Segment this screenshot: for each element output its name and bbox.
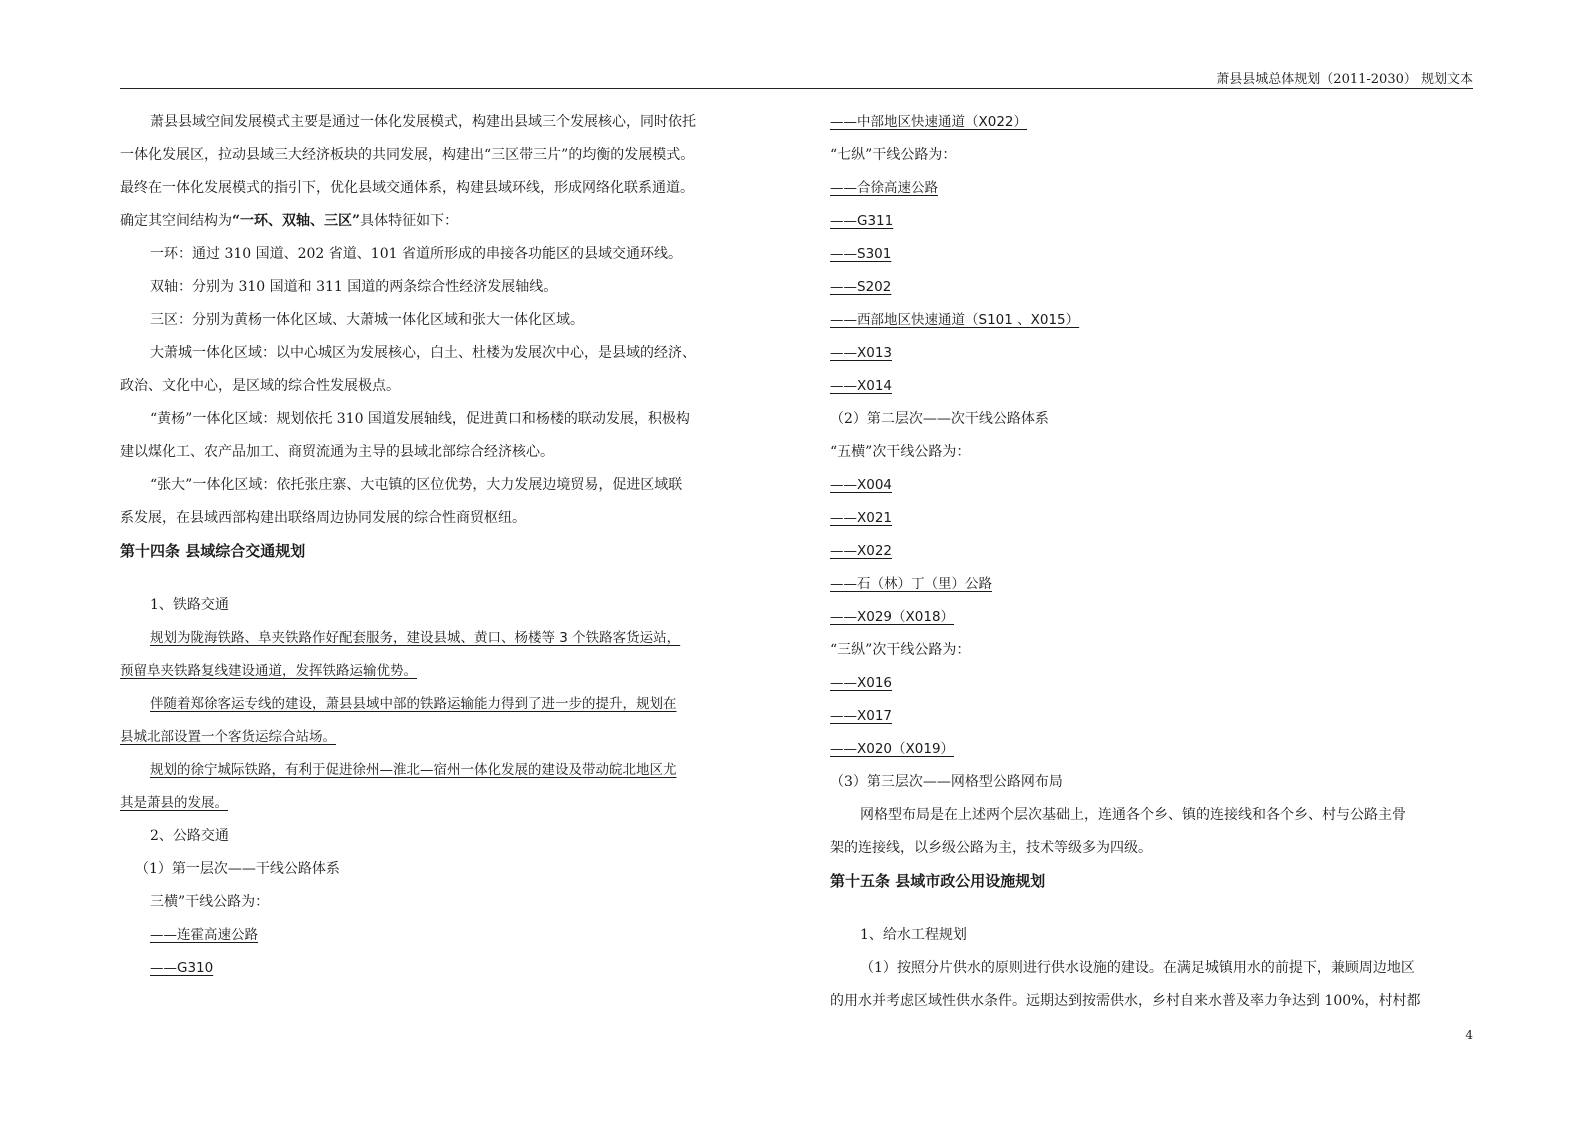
sanzong-label: “三纵”次干线公路为： [830,642,971,658]
road-list-item: ——西部地区快速通道（S101 、X015） [830,312,1080,328]
road-list-item: ——X029（X018） [830,609,955,625]
wuheng-label: “五横”次干线公路为： [830,444,971,460]
grid-line: 网格型布局是在上述两个层次基础上，连通各个乡、镇的连接线和各个乡、村与公路主骨 [860,807,1406,823]
structure-bold: “一环、双轴、三区” [232,213,361,229]
road-list-item: ——石（林）丁（里）公路 [830,576,992,592]
structure-item-zones: 三区：分别为黄杨一体化区域、大萧城一体化区域和张大一体化区域。 [150,312,584,328]
left-column [120,106,770,985]
road-list-item: ——X016 [830,675,893,691]
road-list-item: ——连霍高速公路 [150,927,258,943]
structure-prefix: 确定其空间结构为 [120,213,232,229]
intro-line: 最终在一体化发展模式的指引下，优化县域交通体系，构建县域环线，形成网络化联系通道。 [120,180,694,196]
road-list-item: ——X004 [830,477,893,493]
qizong-label: “七纵”干线公路为： [830,147,957,163]
zone-huangyang-line: 建以煤化工、农产品加工、商贸流通为主导的县域北部综合经济核心。 [120,444,554,460]
rail-line: 伴随着郑徐客运专线的建设，萧县县域中部的铁路运输能力得到了进一步的提升，规划在 [150,696,677,712]
grid-line: 架的连接线，以乡级公路为主，技术等级多为四级。 [830,840,1152,856]
road-subtitle: 2、公路交通 [150,828,229,844]
road-level-2: （2）第二层次——次干线公路体系 [830,411,1049,427]
road-list-item: ——X017 [830,708,893,724]
zone-zhangda-line: “张大”一体化区域：依托张庄寨、大屯镇的区位优势，大力发展边境贸易，促进区域联 [150,477,683,493]
road-list-item: ——合徐高速公路 [830,180,938,196]
road-list-item: ——X022 [830,543,893,559]
rail-line: 预留阜夹铁路复线建设通道，发挥铁路运输优势。 [120,663,417,679]
zone-huangyang-line: “黄杨”一体化区域：规划依托 310 国道发展轴线，促进黄口和杨楼的联动发展，积极构 [150,411,690,427]
road-list-item: ——中部地区快速通道（X022） [830,114,1028,130]
road-level-3: （3）第三层次——网格型公路网布局 [830,774,1063,790]
intro-line: 萧县县域空间发展模式主要是通过一体化发展模式，构建出县域三个发展核心，同时依托 [150,114,696,130]
road-list-item: ——G310 [150,960,214,976]
zone-zhangda-line: 系发展，在县域西部构建出联络周边协同发展的综合性商贸枢纽。 [120,510,526,526]
rail-line: 其是萧县的发展。 [120,795,228,811]
zone-daxiao-line: 大萧城一体化区域：以中心城区为发展核心，白土、杜楼为发展次中心，是县域的经济、 [150,345,696,361]
structure-line [120,205,770,238]
rail-subtitle: 1、铁路交通 [150,597,229,613]
water-subtitle: 1、给水工程规划 [860,927,967,943]
road-list-item: ——G311 [830,213,894,229]
section-heading-14: 第十四条 县域综合交通规划 [120,542,306,560]
road-list-item: ——X020（X019） [830,741,955,757]
road-list-item: ——X014 [830,378,893,394]
rail-line: 县城北部设置一个客货运综合站场。 [120,729,336,745]
road-list-item: ——S301 [830,246,892,262]
water-line: 的用水并考虑区域性供水条件。远期达到按需供水，乡村自来水普及率力争达到 100%，村村都 [830,993,1421,1009]
section-heading-15: 第十五条 县域市政公用设施规划 [830,872,1046,890]
road-list-item: ——X021 [830,510,893,526]
road-list-item: ——X013 [830,345,893,361]
page-number: 4 [1465,1028,1473,1042]
rail-line: 规划的徐宁城际铁路，有利于促进徐州—淮北—宿州一体化发展的建设及带动皖北地区尤 [150,762,677,778]
document-header-title: 萧县县城总体规划（2011-2030） 规划文本 [1216,72,1473,87]
road-level-1: （1）第一层次——干线公路体系 [135,861,340,877]
zone-daxiao-line: 政治、文化中心，是区域的综合性发展极点。 [120,378,400,394]
header-divider [120,88,1473,89]
structure-suffix: 具体特征如下： [360,213,459,229]
road-list-item: ——S202 [830,279,892,295]
water-line: （1）按照分片供水的原则进行供水设施的建设。在满足城镇用水的前提下，兼顾周边地区 [860,960,1415,976]
road-sanheng-label: 三横”干线公路为： [150,894,270,910]
rail-line: 规划为陇海铁路、阜夹铁路作好配套服务，建设县城、黄口、杨楼等 3 个铁路客货运站， [150,630,681,646]
right-column [830,106,1454,1018]
intro-line: 一体化发展区，拉动县域三大经济板块的共同发展，构建出“三区带三片”的均衡的发展模式。 [120,147,695,163]
structure-item-axes: 双轴：分别为 310 国道和 311 国道的两条综合性经济发展轴线。 [150,279,558,295]
structure-item-ring: 一环：通过 310 国道、202 省道、101 省道所形成的串接各功能区的县域交通环线。 [150,246,682,262]
